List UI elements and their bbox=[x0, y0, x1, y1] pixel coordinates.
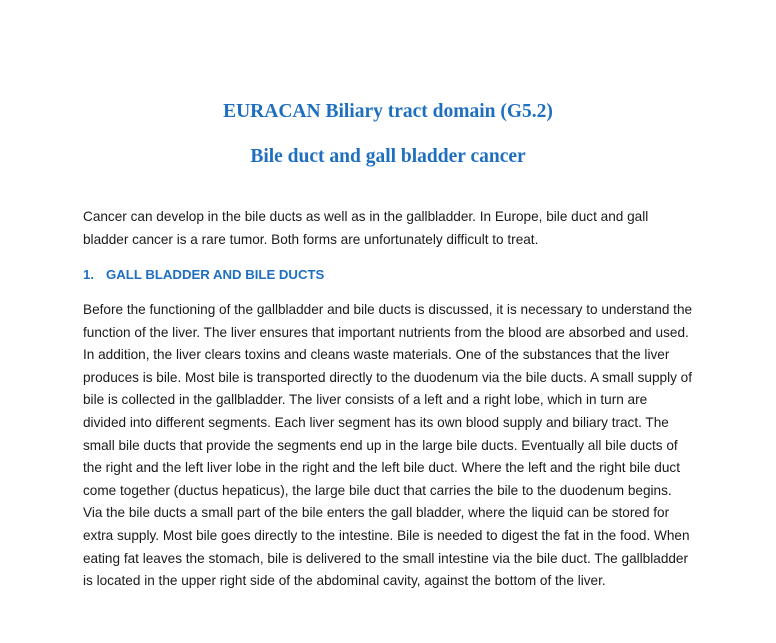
section-heading bbox=[83, 264, 324, 286]
section-body-paragraph: Before the functioning of the gallbladder and bile ducts is discussed, it is necessary to understand the function of the liver. The liver ensures that important nutrients from the blood are absorbed and used. In addition, the liver clears toxins and cleans waste materials. One of the substances that the liver produces is bile. Most bile is transported directly to the duodenum via the bile ducts. A small supply of bile is collected in the gallbladder. The liver consists of a left and a right lobe, which in turn are divided into different segments. Each liver segment has its own blood supply and biliary tract. The small bile ducts that provide the segments end up in the large bile ducts. Eventually all bile ducts of the right and the left liver lobe in the right and the left bile duct. Where the left and the right bile duct come together (ductus hepaticus), the large bile duct that carries the bile to the duodenum begins. Via the bile ducts a small part of the bile enters the gall bladder, where the liquid can be stored for extra supply. Most bile goes directly to the intestine. Bile is needed to digest the fat in the food. When eating fat leaves the stomach, bile is delivered to the small intestine via the bile duct. The gallbladder is located in the upper right side of the abdominal cavity, against the bottom of the liver. bbox=[83, 302, 693, 589]
intro-paragraph: Cancer can develop in the bile ducts as well as in the gallbladder. In Europe, bile duct and gall bladder cancer is a rare tumor. Both forms are unfortunately difficult to treat. bbox=[83, 209, 649, 247]
section-heading-text: GALL BLADDER AND BILE DUCTS bbox=[106, 267, 325, 282]
section-number: 1. bbox=[83, 267, 94, 282]
document-title: EURACAN Biliary tract domain (G5.2) bbox=[223, 101, 553, 122]
document-subtitle: Bile duct and gall bladder cancer bbox=[250, 146, 526, 167]
